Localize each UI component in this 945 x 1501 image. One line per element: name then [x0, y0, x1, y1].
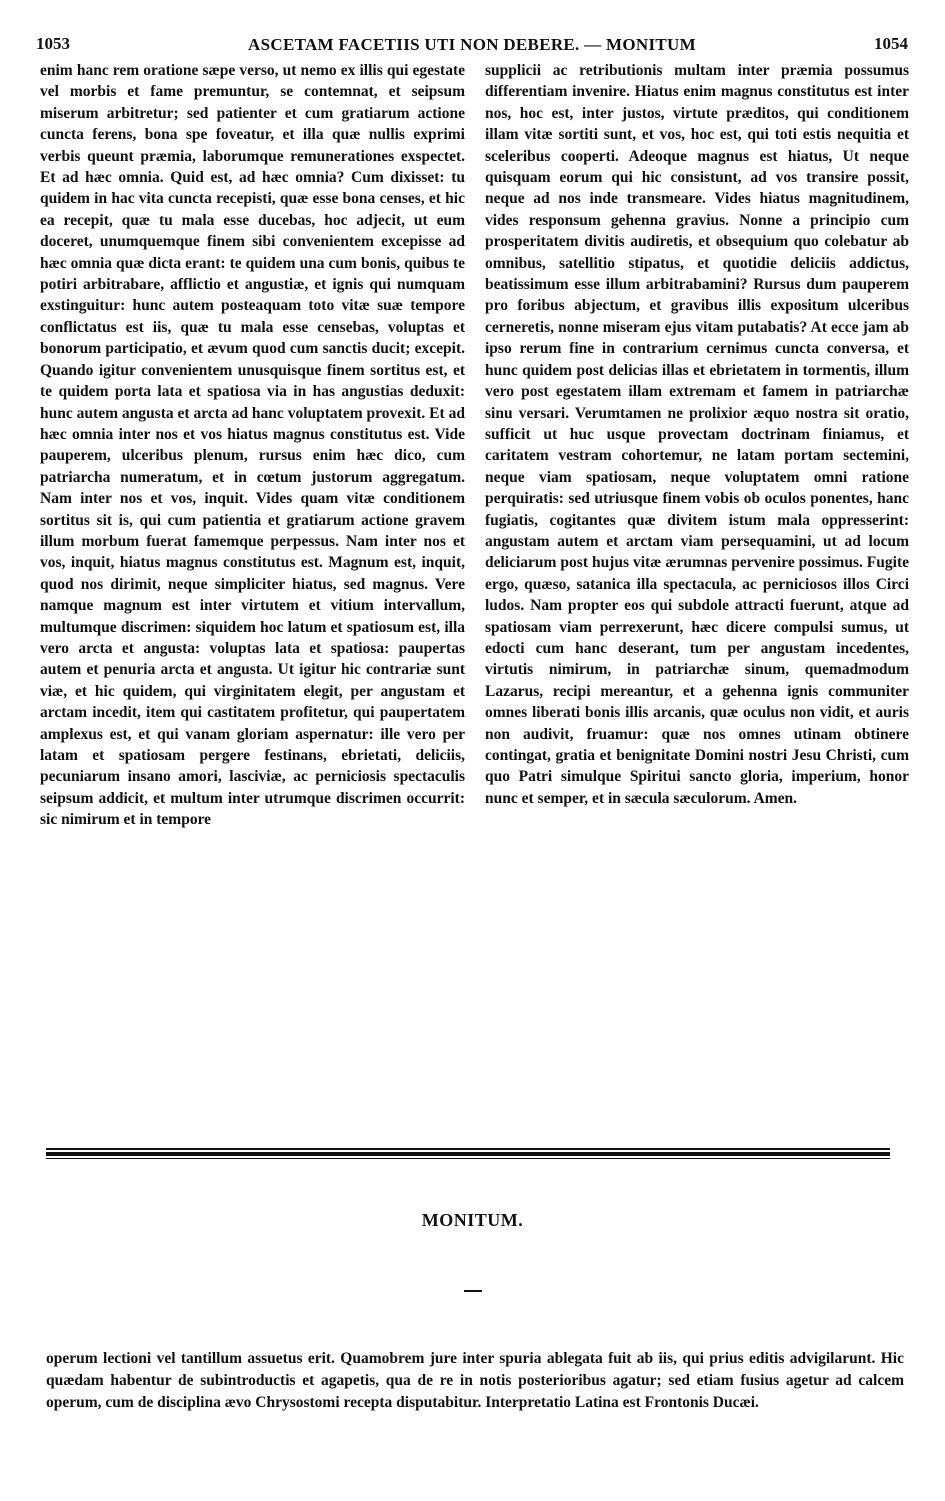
section-divider-top [46, 1148, 890, 1150]
left-column-text: enim hanc rem oratione sæpe verso, ut nemo ex illis qui egestate vel morbis et fame premuntur, se contemnat, et seipsum miserum arbitretur; sed patienter et cum gratiarum actione cuncta ferens, bona spe foveatur, et illa quæ nullis exprimi verbis queunt præmia, laborumque remunerationes exspectet. Et ad hæc omnia. Quid est, ad hæc omnia? Cum dixisset: tu quidem in hac vita cuncta recepisti, quæ esse bona censes, et hic ea recepit, quæ tu mala esse ducebas, hoc adjecit, ut eum doceret, unumquemque finem sibi convenientem excepisse ad hæc omnia quæ dicta erant: te quidem una cum bonis, quibus te potiri arbitrabare, afflictio et angustiæ, et ignis qui numquam exstinguitur: hunc autem posteaquam toto vitæ suæ tempore conflictatus est iis, quæ tu mala esse censebas, voluptas et bonorum participatio, et ævum quod cum sanctis ducit; excepit. Quando igitur convenientem unusquisque finem sortitus est, et te quidem porta lata et spatiosa via in has angustias deduxit: hunc autem angusta et arcta ad hanc voluptatem provexit. Et ad hæc omnia inter nos et vos hiatus magnus constitutus est. Vide pauperem, ulceribus plenum, rursus enim hæc dico, cum patriarcha numeratum, et in cœtum justorum aggregatum. Nam inter nos et vos, inquit. Vides quam vitæ conditionem sortitus sit is, qui cum patientia et gratiarum actione gravem illum morbum fuerat famemque perpessus. Nam inter nos et vos, inquit, hiatus magnus constitutus est. Magnum est, inquit, quod nos dirimit, neque simpliciter hiatus, sed magnus. Vere namque magnum est inter virtutem et vitium intervallum, multumque discrimen: siquidem hoc latum et spatiosum est, illa vero arcta et angusta: voluptas lata et spatiosa: paupertas autem et penuria arcta et angusta. Ut igitur hic contrariæ sunt viæ, et hic quidem, qui virginitatem elegit, per angustam et arctam incedit, item qui castitatem profitetur, qui paupertatem amplexus est, et qui vanam gloriam aspernatur: ille vero per latam et spatiosam pergere festinans, ebrietati, deliciis, pecuniarum insano amori, lasciviæ, ac perniciosis spectaculis seipsum addicit, et multum inter utrumque discrimen occurrit: sic nimirum et in tempore [40, 62, 465, 829]
right-column-text: supplicii ac retributionis multam inter præmia possumus differentiam invenire. Hiatus enim magnus constitutus est inter nos, hoc est, inter justos, virtute præditos, qui conditionem illam vitæ sortiti sunt, et vos, hoc est, qui toti estis nequitia et sceleribus cooperti. Adeoque magnus est hiatus, Ut neque quisquam eorum qui hic consistunt, ad vos transire possit, neque ad nos inde transmeare. Vides hiatus magnitudinem, vides responsum gehenna gravius. Nonne a principio cum prosperitatem divitis audiretis, et obsequium quo colebatur ab omnibus, satellitio stipatus, et quotidie deliciis addictus, beatissimum esse illum arbitrabamini? Rursus dum pauperem pro foribus abjectum, et gravibus illis expositum ulceribus cerneretis, nonne miseram ejus vitam putabatis? At ecce jam ab ipso rerum fine in contrarium cernimus cuncta conversa, et hunc quidem post delicias illas et ebrietatem in tormentis, illum vero post egestatem illam extremam et famem in patriarchæ sinu versari. Verumtamen ne prolixior æquo nostra sit oratio, sufficit ut huc usque provectam doctrinam finiamus, et caritatem vestram cohortemur, ne latam portam sectemini, neque viam spatiosam, neque voluptatem omni ratione perquiratis: sed utriusque finem vobis ob oculos ponentes, hanc fugiatis, cogitantes quæ divitem istum mala oppresserint: angustam autem et arctam viam persequamini, ut ad locum deliciarum post hujus vitæ ærumnas pervenire possimus. Fugite ergo, quæso, satanica illa spectacula, ac perniciosos illos Circi ludos. Nam propter eos qui subdole attracti fuerunt, atque ad spatiosam viam perrexerunt, hæc dicere compulsi sumus, ut edocti cum hanc deserant, tum per angustam incedentes, virtutis nimirum, in patriarchæ sinum, quemadmodum Lazarus, recipi mereantur, et a gehenna ignis communiter omnes liberati bonis illis arcanis, quæ oculus non vidit, et auris non audivit, fruamur: quæ nos omnes utinam obtinere contingat, gratia et benignitate Domini nostri Jesu Christi, cum quo Patri simulque Spiritui sancto gloria, imperium, honor nunc et semper, et in sæcula sæculorum. Amen. [485, 62, 909, 807]
running-title: ASCETAM FACETIIS UTI NON DEBERE. — MONITUM [248, 35, 696, 54]
left-column [40, 60, 465, 831]
running-header [36, 34, 908, 56]
monitum-heading: MONITUM. [421, 1210, 524, 1230]
page-number-right: 1054 [874, 34, 908, 53]
section-divider-middle [46, 1152, 890, 1156]
monitum-text: operum lectioni vel tantillum assuetus erit. Quamobrem jure inter spuria ablegata fuit ab iis, qui prius editis advigilarunt. Hic quædam habentur de subintroductis et agapetis, qua de re in notis posterioribus agatur; sed etiam fusius agetur ad calcem operum, cum de disciplina ævo Chrysostomi recepta disputabitur. Interpretatio Latina est Frontonis Ducæi. [46, 1350, 904, 1411]
heading-dash [464, 1290, 482, 1292]
page-number-left: 1053 [36, 34, 70, 53]
right-column [485, 60, 909, 809]
section-divider-bottom [46, 1158, 890, 1159]
